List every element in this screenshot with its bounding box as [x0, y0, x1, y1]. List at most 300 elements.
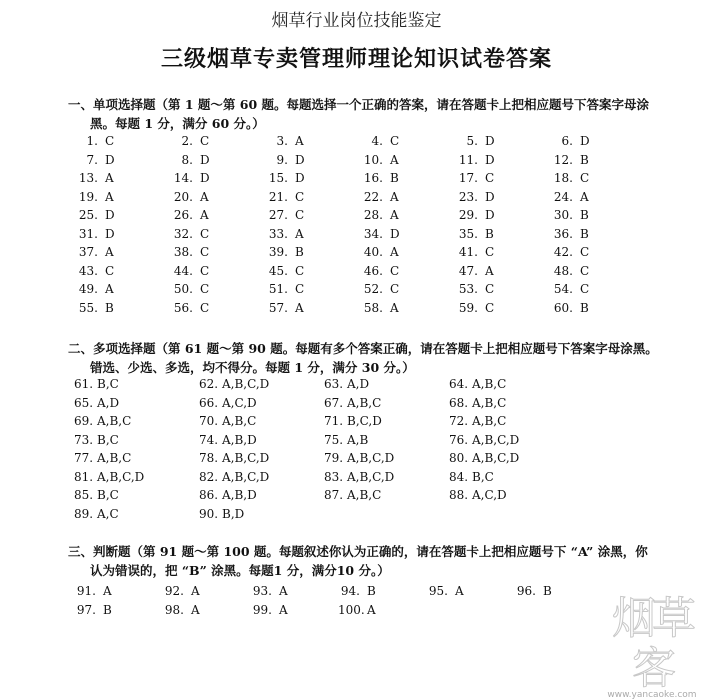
answer-value: A: [390, 208, 399, 222]
answer-item: [74, 377, 119, 391]
question-number: 73.: [74, 432, 94, 447]
answer-value: C: [200, 263, 210, 278]
question-number: 86.: [199, 488, 219, 502]
answer-item: [324, 451, 394, 465]
question-number: 53.: [458, 282, 478, 296]
answer-item: [169, 190, 209, 204]
answer-value: A,B,C: [347, 395, 382, 410]
answer-item: [169, 227, 209, 241]
question-number: 28.: [363, 208, 383, 222]
section2-heading-line2: 错选、少选、多选，均不得分。每题 1 分，满分 30 分。）: [90, 360, 415, 375]
answer-item: [549, 171, 589, 185]
section3-heading-line2: 认为错误的，把 “B” 涂黑。每题1 分，满分10 分。）: [90, 563, 390, 578]
question-number: 14.: [173, 171, 193, 185]
answer-item: [454, 245, 494, 259]
question-number: 48.: [553, 263, 573, 278]
answer-value: B: [485, 226, 494, 241]
section1-heading: [68, 95, 658, 133]
answer-item: [264, 171, 305, 185]
question-number: 66.: [199, 395, 219, 410]
section3-heading-line1: 三、判断题（第 91 题～第 100 题。每题叙述你认为正确的，请在答题卡上把相应题号下 “A” 涂黑，你: [68, 544, 648, 559]
answer-value: C: [200, 134, 210, 148]
question-number: 70.: [199, 414, 219, 428]
answer-item: [74, 171, 114, 185]
answer-value: A,B,C,D: [97, 469, 145, 484]
question-number: 13.: [78, 171, 98, 185]
answer-item: [454, 208, 495, 222]
answer-value: C: [295, 282, 305, 296]
question-number: 7.: [86, 152, 98, 167]
question-number: 51.: [268, 282, 288, 296]
answer-value: A,B,C: [222, 414, 257, 428]
section2-heading-line1: 二、多项选择题（第 61 题～第 90 题。每题有多个答案正确，请在答题卡上把相应题号下答案字母涂黑。: [68, 341, 658, 356]
answer-value: C: [295, 263, 305, 278]
answer-item: [169, 208, 209, 222]
answer-value: C: [105, 263, 115, 278]
question-number: 17.: [458, 171, 478, 185]
answer-value: A,B,C,D: [472, 432, 520, 447]
answer-item: [74, 603, 112, 617]
section1-heading-line1: 一、单项选择题（第 1 题～第 60 题。每题选择一个正确的答案，请在答题卡上把相应题号下答案字母涂: [68, 97, 650, 112]
answer-item: [549, 227, 589, 241]
answer-item: [264, 208, 304, 222]
question-number: 56.: [173, 300, 193, 315]
question-number: 84.: [449, 469, 469, 484]
question-number: 61.: [74, 377, 94, 391]
answer-value: B: [580, 300, 589, 315]
answer-item: [549, 301, 589, 315]
answer-item: [264, 245, 304, 259]
question-number: 52.: [363, 282, 383, 296]
question-number: 4.: [371, 134, 383, 148]
answer-value: B: [367, 584, 376, 598]
question-number: 87.: [324, 488, 344, 502]
answer-value: A,B,C,D: [222, 451, 270, 465]
answer-item: [74, 396, 119, 410]
answer-item: [74, 245, 114, 259]
question-number: 39.: [268, 245, 288, 259]
question-number: 42.: [553, 245, 573, 259]
answer-value: A,B: [347, 432, 369, 447]
question-number: 49.: [78, 282, 98, 296]
question-number: 55.: [78, 300, 98, 315]
question-number: 88.: [449, 488, 469, 502]
question-number: 26.: [173, 208, 193, 222]
answer-item: [324, 488, 381, 502]
question-number: 98.: [164, 603, 184, 617]
answer-value: A: [191, 603, 200, 617]
question-number: 80.: [449, 451, 469, 465]
question-number: 6.: [561, 134, 573, 148]
question-number: 50.: [173, 282, 193, 296]
answer-value: A,D: [347, 377, 370, 391]
answer-item: [199, 470, 269, 484]
answer-item: [74, 208, 115, 222]
question-number: 16.: [363, 171, 383, 185]
answer-item: [74, 301, 114, 315]
answer-value: C: [105, 134, 115, 148]
question-number: 9.: [276, 152, 288, 167]
answer-value: D: [485, 189, 495, 204]
answer-value: A: [105, 171, 114, 185]
answer-value: B: [580, 152, 589, 167]
answer-value: C: [485, 245, 495, 259]
question-number: 64.: [449, 377, 469, 391]
answer-item: [514, 584, 552, 598]
question-number: 95.: [428, 584, 448, 598]
answer-value: A,B,C,D: [347, 469, 395, 484]
answer-item: [74, 134, 114, 148]
answer-item: [454, 301, 494, 315]
question-number: 81.: [74, 469, 94, 484]
header-subtitle: 烟草行业岗位技能鉴定: [271, 11, 442, 31]
answer-value: A,B,C,D: [222, 377, 270, 391]
answer-item: [199, 488, 257, 502]
question-number: 1.: [86, 134, 98, 148]
answer-item: [454, 227, 494, 241]
question-number: 62.: [199, 377, 219, 391]
answer-item: [169, 134, 209, 148]
question-number: 22.: [363, 189, 383, 204]
answer-item: [549, 245, 589, 259]
answer-value: A: [105, 282, 114, 296]
answer-value: A,B,C: [347, 488, 382, 502]
question-number: 27.: [268, 208, 288, 222]
question-number: 45.: [268, 263, 288, 278]
question-number: 5.: [466, 134, 478, 148]
question-number: 100.: [338, 603, 365, 617]
answer-item: [454, 134, 495, 148]
answer-item: [359, 301, 399, 315]
answer-value: A,B,C,D: [347, 451, 395, 465]
answer-value: C: [580, 245, 590, 259]
question-number: 2.: [181, 134, 193, 148]
answer-item: [264, 264, 304, 278]
answer-value: B,C: [472, 469, 494, 484]
answer-value: A: [455, 584, 464, 598]
question-number: 46.: [363, 263, 383, 278]
answer-value: D: [105, 152, 115, 167]
answer-item: [449, 433, 519, 447]
question-number: 74.: [199, 432, 219, 447]
answer-value: A: [200, 189, 209, 204]
answer-item: [74, 470, 144, 484]
answer-item: [449, 470, 494, 484]
answer-value: A: [105, 245, 114, 259]
question-number: 96.: [516, 584, 536, 598]
answer-value: B: [580, 208, 589, 222]
answer-item: [169, 282, 209, 296]
question-number: 78.: [199, 451, 219, 465]
answer-value: A,C,D: [222, 395, 257, 410]
answer-item: [74, 433, 119, 447]
answer-item: [549, 134, 590, 148]
answer-value: A,D: [97, 395, 120, 410]
answer-value: B,C: [97, 488, 119, 502]
answer-item: [449, 451, 519, 465]
answer-value: D: [390, 226, 400, 241]
question-number: 25.: [78, 208, 98, 222]
answer-item: [250, 603, 288, 617]
answer-value: A,B,C: [97, 451, 132, 465]
answer-item: [169, 171, 210, 185]
answer-value: D: [485, 134, 495, 148]
answer-value: C: [200, 282, 210, 296]
question-number: 68.: [449, 395, 469, 410]
answer-value: C: [390, 263, 400, 278]
answer-item: [74, 584, 112, 598]
question-number: 58.: [363, 300, 383, 315]
answer-value: B: [390, 171, 399, 185]
question-number: 33.: [268, 226, 288, 241]
question-number: 21.: [268, 189, 288, 204]
answer-value: D: [295, 152, 305, 167]
answer-value: A: [103, 584, 112, 598]
question-number: 43.: [78, 263, 98, 278]
section2-heading: [68, 339, 658, 377]
watermark-url: www.yancaoke.com: [607, 690, 697, 700]
question-number: 47.: [458, 263, 478, 278]
answer-item: [324, 433, 368, 447]
answer-value: B,C,D: [347, 414, 382, 428]
answer-item: [74, 264, 114, 278]
question-number: 29.: [458, 208, 478, 222]
answer-item: [264, 153, 305, 167]
answer-item: [549, 282, 589, 296]
answer-value: A,B,C: [472, 377, 507, 391]
answer-value: A: [295, 226, 304, 241]
answer-item: [549, 264, 589, 278]
answer-value: A: [279, 603, 288, 617]
answer-value: B: [103, 603, 112, 617]
answer-item: [449, 377, 506, 391]
document-title: 三级烟草专卖管理师理论知识试卷答案: [160, 47, 552, 72]
answer-item: [169, 245, 209, 259]
question-number: 31.: [78, 226, 98, 241]
answer-item: [199, 433, 257, 447]
answer-value: C: [200, 300, 210, 315]
question-number: 57.: [268, 300, 288, 315]
answer-value: B: [543, 584, 552, 598]
answer-value: A: [580, 189, 589, 204]
watermark-logo: 烟草客: [612, 593, 692, 694]
answer-value: A: [367, 603, 376, 617]
answer-item: [162, 584, 200, 598]
question-number: 18.: [553, 171, 573, 185]
answer-item: [264, 301, 304, 315]
question-number: 40.: [363, 245, 383, 259]
question-number: 90.: [199, 506, 219, 521]
question-number: 15.: [268, 171, 288, 185]
question-number: 24.: [553, 189, 573, 204]
answer-value: D: [200, 152, 210, 167]
answer-value: C: [485, 282, 495, 296]
answer-item: [264, 190, 304, 204]
answer-value: A: [295, 300, 304, 315]
question-number: 19.: [78, 189, 98, 204]
answer-value: A: [279, 584, 288, 598]
question-number: 37.: [78, 245, 98, 259]
answer-item: [199, 451, 269, 465]
answer-item: [169, 301, 209, 315]
question-number: 65.: [74, 395, 94, 410]
question-number: 34.: [363, 226, 383, 241]
answer-item: [359, 171, 399, 185]
question-number: 10.: [363, 152, 383, 167]
answer-item: [324, 414, 382, 428]
answer-item: [449, 414, 506, 428]
answer-value: A: [390, 189, 399, 204]
answer-item: [549, 153, 589, 167]
answer-item: [454, 153, 495, 167]
question-number: 3.: [276, 134, 288, 148]
answer-item: [74, 227, 115, 241]
answer-value: C: [485, 171, 495, 185]
answer-value: A: [295, 134, 304, 148]
question-number: 91.: [76, 584, 96, 598]
question-number: 54.: [553, 282, 573, 296]
section1-heading-line2: 黑。每题 1 分，满分 60 分。）: [90, 116, 265, 131]
answer-item: [169, 153, 210, 167]
answer-item: [74, 153, 115, 167]
answer-value: B: [580, 226, 589, 241]
question-number: 71.: [324, 414, 344, 428]
answer-value: C: [200, 226, 210, 241]
question-number: 94.: [340, 584, 360, 598]
question-number: 35.: [458, 226, 478, 241]
answer-value: D: [485, 152, 495, 167]
answer-item: [454, 282, 494, 296]
answer-item: [359, 282, 399, 296]
answer-item: [454, 264, 494, 278]
answer-value: C: [295, 208, 305, 222]
answer-value: B: [105, 300, 114, 315]
answer-value: D: [105, 226, 115, 241]
answer-value: A: [105, 189, 114, 204]
question-number: 59.: [458, 300, 478, 315]
answer-value: D: [580, 134, 590, 148]
watermark: [597, 593, 707, 700]
answer-item: [74, 451, 131, 465]
answer-value: C: [580, 282, 590, 296]
answer-item: [169, 264, 209, 278]
answer-value: A,B,C: [472, 395, 507, 410]
question-number: 69.: [74, 414, 94, 428]
answer-value: D: [295, 171, 305, 185]
question-number: 20.: [173, 189, 193, 204]
answer-value: A: [390, 300, 399, 315]
question-number: 44.: [173, 263, 193, 278]
answer-item: [359, 227, 400, 241]
answer-item: [359, 134, 399, 148]
answer-value: A,B,D: [222, 488, 257, 502]
answer-value: C: [485, 300, 495, 315]
question-number: 12.: [553, 152, 573, 167]
answer-value: A,C,D: [472, 488, 507, 502]
answer-item: [549, 208, 589, 222]
question-number: 75.: [324, 432, 344, 447]
answer-item: [454, 171, 494, 185]
answer-item: [199, 414, 256, 428]
answer-value: A: [200, 208, 209, 222]
question-number: 8.: [181, 152, 193, 167]
answer-item: [74, 488, 119, 502]
question-number: 36.: [553, 226, 573, 241]
answer-item: [549, 190, 589, 204]
answer-value: C: [580, 171, 590, 185]
answer-item: [264, 134, 304, 148]
answer-item: [264, 282, 304, 296]
answer-item: [359, 190, 399, 204]
question-number: 97.: [76, 603, 96, 617]
question-number: 92.: [164, 584, 184, 598]
answer-item: [454, 190, 495, 204]
answer-value: A,C: [97, 506, 119, 521]
answer-item: [199, 396, 257, 410]
question-number: 76.: [449, 432, 469, 447]
answer-value: A,B,D: [222, 432, 257, 447]
answer-item: [359, 208, 399, 222]
answer-value: C: [390, 282, 400, 296]
answer-value: B,C: [97, 377, 119, 391]
answer-value: B,C: [97, 432, 119, 447]
answer-value: A,B,C,D: [222, 469, 270, 484]
answer-value: B,D: [222, 506, 245, 521]
answer-value: C: [200, 245, 210, 259]
answer-item: [359, 153, 399, 167]
answer-item: [449, 488, 507, 502]
answer-item: [250, 584, 288, 598]
question-number: 32.: [173, 226, 193, 241]
answer-value: A,B,C: [97, 414, 132, 428]
answer-item: [264, 227, 304, 241]
answer-value: C: [580, 263, 590, 278]
answer-item: [199, 377, 269, 391]
question-number: 99.: [252, 603, 272, 617]
section3-heading: [68, 542, 658, 580]
answer-value: A: [485, 263, 494, 278]
answer-value: A: [191, 584, 200, 598]
question-number: 82.: [199, 469, 219, 484]
answer-value: D: [485, 208, 495, 222]
answer-item: [449, 396, 506, 410]
question-number: 72.: [449, 414, 469, 428]
answer-value: A,B,C: [472, 414, 507, 428]
answer-item: [74, 282, 114, 296]
answer-value: A,B,C,D: [472, 451, 520, 465]
question-number: 11.: [458, 152, 478, 167]
question-number: 89.: [74, 506, 94, 521]
question-number: 63.: [324, 377, 344, 391]
answer-item: [338, 603, 376, 617]
answer-item: [324, 377, 369, 391]
answer-item: [359, 264, 399, 278]
answer-value: D: [200, 171, 210, 185]
answer-item: [359, 245, 399, 259]
answer-item: [199, 507, 244, 521]
question-number: 85.: [74, 488, 94, 502]
question-number: 30.: [553, 208, 573, 222]
question-number: 60.: [553, 300, 573, 315]
answer-item: [162, 603, 200, 617]
answer-value: C: [390, 134, 400, 148]
answer-value: B: [295, 245, 304, 259]
question-number: 83.: [324, 469, 344, 484]
answer-item: [324, 470, 394, 484]
answer-item: [426, 584, 464, 598]
answer-item: [324, 396, 381, 410]
answer-value: D: [105, 208, 115, 222]
